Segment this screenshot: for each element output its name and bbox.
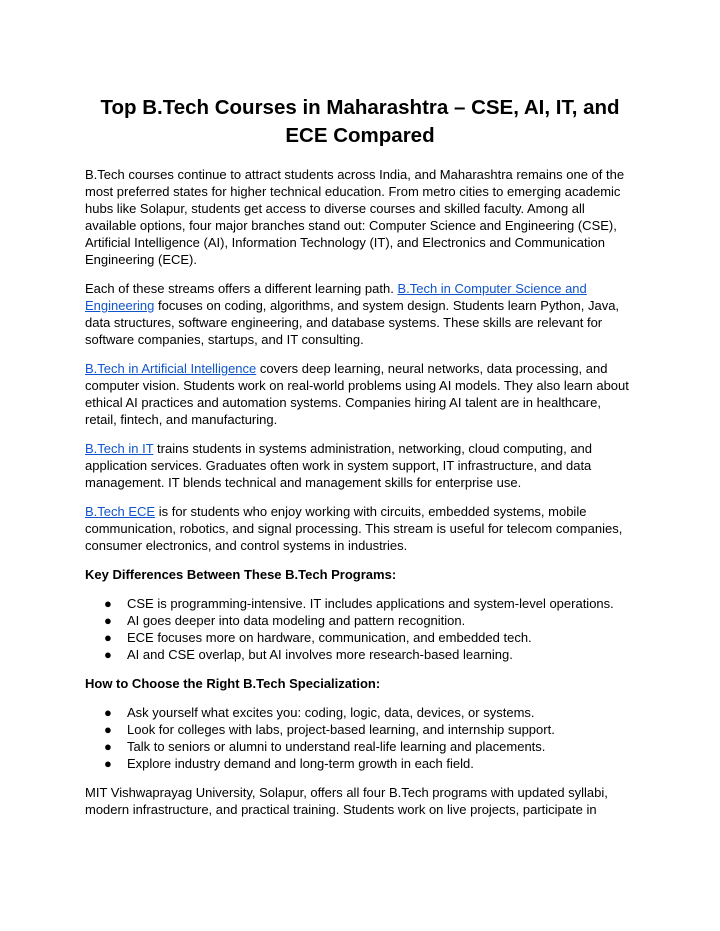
list-item <box>85 612 635 629</box>
bullet-icon: ● <box>104 756 112 771</box>
list-item <box>85 755 635 772</box>
list-item <box>85 629 635 646</box>
cse-text-after: focuses on coding, algorithms, and system design. Students learn Python, Java, data structures, software engineering, and database systems. These skills are relevant for software companies, startups, and IT consulting. <box>85 298 620 347</box>
list-item <box>85 595 635 612</box>
ece-paragraph <box>85 503 635 554</box>
list-item-text: Look for colleges with labs, project-based learning, and internship support. <box>127 722 555 737</box>
ece-link[interactable]: B.Tech ECE <box>85 504 156 519</box>
intro-paragraph: B.Tech courses continue to attract students across India, and Maharashtra remains one of the most preferred states for higher technical education. From metro cities to emerging academic hubs like Solapur, students get access to diverse courses and skilled faculty. Among all available options, four major branches stand out: Computer Science and Engineering (CSE), Artificial Intelligence (AI), Information Technology (IT), and Electronics and Communication Engineering (ECE). <box>85 167 625 267</box>
ai-paragraph <box>85 360 635 428</box>
it-paragraph <box>85 440 635 491</box>
list-item-text: AI and CSE overlap, but AI involves more research-based learning. <box>127 647 513 662</box>
list-item-text: Explore industry demand and long-term growth in each field. <box>127 756 474 771</box>
it-text-after: trains students in systems administration, networking, cloud computing, and application services. Graduates often work in system support, IT infrastructure, and data management. IT blends technical and management skills for enterprise use. <box>85 441 593 490</box>
bullet-icon: ● <box>104 647 112 662</box>
choose-list <box>85 704 635 772</box>
bullet-icon: ● <box>104 613 112 628</box>
list-item-text: AI goes deeper into data modeling and pattern recognition. <box>127 613 466 628</box>
ai-text-after: covers deep learning, neural networks, data processing, and computer vision. Students work on real-world problems using AI models. They also learn about ethical AI practices and automation systems. Companies hiring AI talent are in healthcare, retail, fintech, and manufacturing. <box>85 361 629 427</box>
list-item <box>85 738 635 755</box>
list-item-text: Ask yourself what excites you: coding, logic, data, devices, or systems. <box>127 705 535 720</box>
cse-link[interactable]: B.Tech in Computer Science and Engineering <box>85 281 587 313</box>
list-item-text: ECE focuses more on hardware, communication, and embedded tech. <box>127 630 532 645</box>
bullet-icon: ● <box>104 705 112 720</box>
differences-heading: Key Differences Between These B.Tech Programs: <box>85 567 397 582</box>
it-link[interactable]: B.Tech in IT <box>85 441 154 456</box>
page-title: Top B.Tech Courses in Maharashtra – CSE, AI, IT, and ECE Compared <box>100 96 620 147</box>
bullet-icon: ● <box>104 630 112 645</box>
cse-paragraph <box>85 280 635 348</box>
choose-heading: How to Choose the Right B.Tech Specialization: <box>85 676 381 691</box>
ece-text-after: is for students who enjoy working with circuits, embedded systems, mobile communication, robotics, and signal processing. This stream is useful for telecom companies, consumer electronics, and control systems in industries. <box>85 504 623 553</box>
list-item-text: CSE is programming-intensive. IT includes applications and system-level operations. <box>127 596 614 611</box>
bullet-icon: ● <box>104 722 112 737</box>
list-item <box>85 721 635 738</box>
ai-link[interactable]: B.Tech in Artificial Intelligence <box>85 361 257 376</box>
list-item-text: Talk to seniors or alumni to understand real-life learning and placements. <box>127 739 546 754</box>
list-item <box>85 646 635 663</box>
differences-list <box>85 595 635 663</box>
list-item <box>85 704 635 721</box>
closing-paragraph: MIT Vishwaprayag University, Solapur, offers all four B.Tech programs with updated syllabi, modern infrastructure, and practical training. Students work on live projects, participate in <box>85 785 608 817</box>
bullet-icon: ● <box>104 739 112 754</box>
bullet-icon: ● <box>104 596 112 611</box>
cse-text-before: Each of these streams offers a different learning path. <box>85 281 398 296</box>
